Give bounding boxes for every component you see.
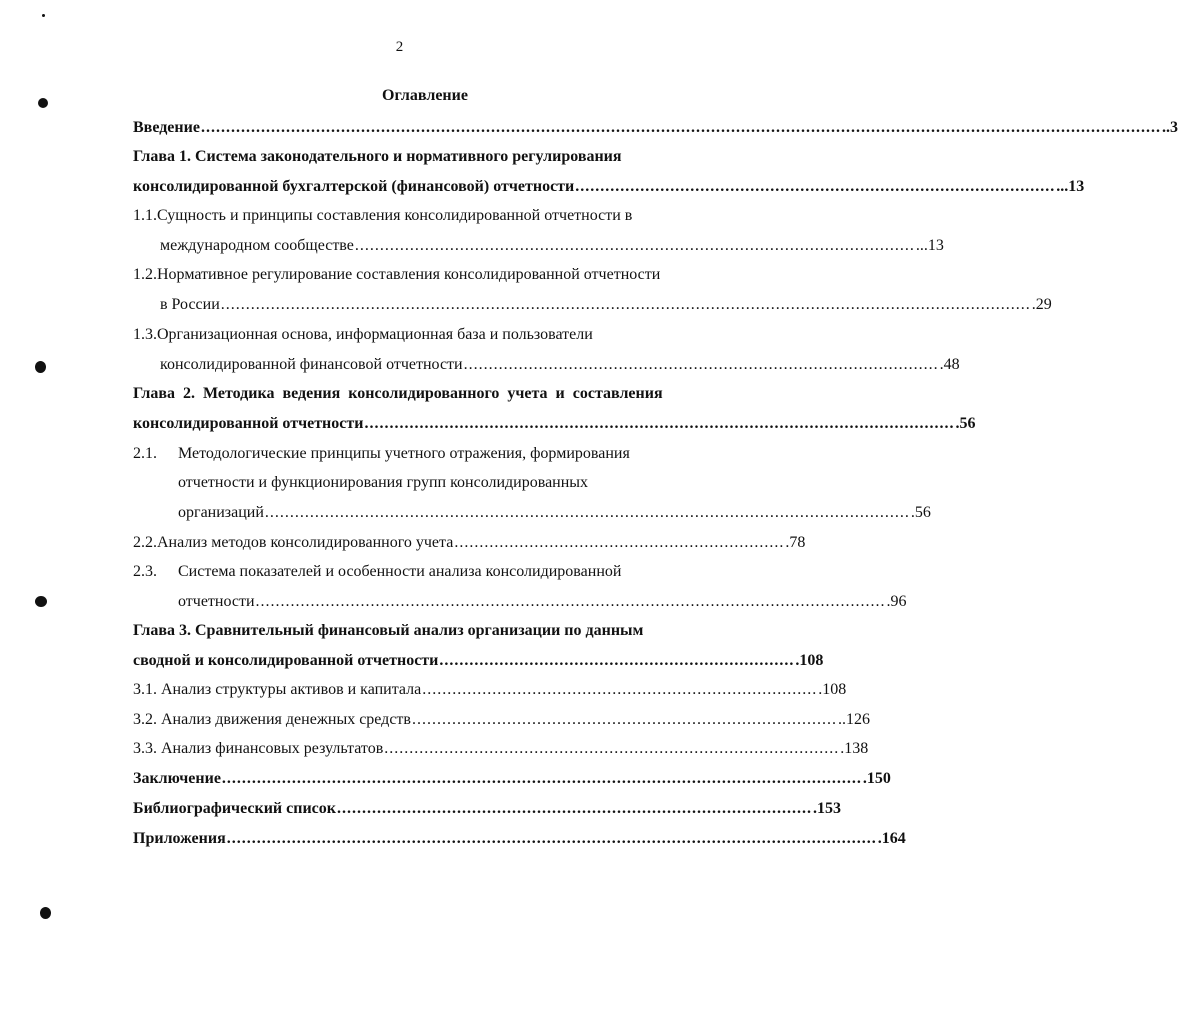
toc-entry-number: 2.3. — [133, 563, 157, 580]
toc-entry-page: ..126 — [837, 711, 870, 728]
toc-leader: ................................................................................................................................. — [264, 504, 910, 521]
page-number: 2 — [395, 39, 404, 55]
toc-entry-chapter3[interactable] — [133, 646, 824, 676]
toc-leader: .................................................................................................................................. — [226, 830, 877, 847]
toc-entry-label: Методологические принципы учетного отражения, формирования — [178, 445, 630, 462]
toc-entry-section-1-1[interactable] — [160, 231, 944, 261]
toc-entry-label: 1.3.Организационная основа, информационная база и пользователи — [133, 326, 593, 343]
toc-entry-section-3-2[interactable] — [133, 705, 870, 735]
toc-entry-page: .150 — [862, 770, 891, 787]
toc-entry-page: .164 — [877, 830, 906, 847]
toc-entry-label: консолидированной отчетности — [133, 415, 364, 432]
toc-entry-section-2-1-line1[interactable] — [133, 439, 630, 469]
toc-entry-chapter1-line1[interactable] — [133, 142, 622, 172]
scan-speck — [42, 14, 45, 17]
toc-entry-label: в России — [160, 296, 220, 313]
toc-entry-page: .96 — [886, 593, 907, 610]
toc-entry-page: .138 — [840, 740, 869, 757]
toc-entry-section-2-3[interactable] — [178, 587, 907, 617]
toc-entry-label: 3.2. Анализ движения денежных средств — [133, 711, 411, 728]
toc-entry-label: Заключение — [133, 770, 221, 787]
toc-leader: ....................................................................... — [439, 652, 795, 669]
toc-entry-page: .48 — [939, 356, 960, 373]
toc-leader: .................................................................................................................................................................. — [220, 296, 1031, 313]
toc-entry-chapter1[interactable] — [133, 172, 1085, 202]
toc-entry-label: консолидированной бухгалтерской (финансовой) отчетности — [133, 178, 575, 195]
toc-entry-number: 2.1. — [133, 445, 157, 462]
toc-entry-section-1-1-line1[interactable] — [133, 201, 632, 231]
toc-entry-label: организаций — [178, 504, 264, 521]
toc-entry-page: .153 — [812, 800, 841, 817]
toc-entry-section-1-3[interactable] — [160, 350, 960, 380]
toc-entry-bibliography[interactable] — [133, 794, 841, 824]
toc-entry-label: консолидированной финансовой отчетности — [160, 356, 463, 373]
toc-leader: ................................................................................................................................ — [221, 770, 862, 787]
toc-entry-page: ...13 — [915, 237, 944, 254]
toc-entry-label: Введение — [133, 119, 200, 136]
toc-entry-conclusion[interactable] — [133, 764, 891, 794]
toc-entry-label: международном сообществе — [160, 237, 354, 254]
toc-entry-chapter2-line1[interactable] — [133, 379, 725, 409]
toc-entry-chapter3-line1[interactable] — [133, 616, 643, 646]
toc-leader: ................................................................................................ — [575, 178, 1056, 195]
toc-entry-section-1-2[interactable] — [160, 290, 1052, 320]
toc-entry-page: ...13 — [1056, 178, 1085, 195]
toc-entry-label: Приложения — [133, 830, 226, 847]
toc-entry-page: .78 — [785, 534, 806, 551]
toc-entry-appendices[interactable] — [133, 824, 906, 854]
toc-entry-label: 3.1. Анализ структуры активов и капитала — [133, 681, 422, 698]
toc-entry-label: Библиографический список — [133, 800, 336, 817]
toc-leader: ...................................................................................................................... — [364, 415, 955, 432]
toc-entry-page: .56 — [955, 415, 976, 432]
toc-entry-section-2-1[interactable] — [178, 498, 931, 528]
toc-leader: ............................................................................... — [422, 681, 818, 698]
page-title: Оглавление — [382, 87, 468, 104]
toc-leader: ............................................................................................... — [463, 356, 939, 373]
toc-entry-label: Глава 1. Система законодательного и нормативного регулирования — [133, 148, 622, 165]
toc-entry-intro[interactable] — [133, 113, 1178, 143]
toc-entry-label: 1.2.Нормативное регулирование составления консолидированной отчетности — [133, 266, 661, 283]
toc-entry-page: ..3 — [1161, 119, 1178, 136]
toc-entry-label: Глава 3. Сравнительный финансовый анализ организации по данным — [133, 622, 644, 639]
toc-entry-label: Глава 2. Методика ведения консолидированного учета и составления — [133, 385, 663, 402]
toc-entry-label: Система показателей и особенности анализа консолидированной — [178, 563, 622, 580]
toc-entry-page: .29 — [1031, 296, 1052, 313]
toc-entry-label: отчетности — [178, 593, 255, 610]
toc-leader: ..................................................................................... — [411, 711, 837, 728]
toc-entry-label: 3.3. Анализ финансовых результатов — [133, 740, 384, 757]
toc-entry-label: 1.1.Сущность и принципы составления консолидированной отчетности в — [133, 207, 633, 224]
toc-entry-page: .108 — [795, 652, 824, 669]
toc-leader: .............................................................................................................................. — [255, 593, 886, 610]
toc-entry-label: сводной и консолидированной отчетности — [133, 652, 439, 669]
hole-punch-mark — [38, 98, 48, 108]
toc-leader: ................................................................................................................................................................................................ — [200, 119, 1161, 136]
toc-entry-section-1-3-line1[interactable] — [133, 320, 593, 350]
toc-entry-page: .108 — [818, 681, 847, 698]
hole-punch-mark — [35, 596, 47, 607]
toc-entry-page: .56 — [910, 504, 931, 521]
toc-entry-section-1-2-line1[interactable] — [133, 260, 660, 290]
toc-entry-label: отчетности и функционирования групп консолидированных — [178, 474, 589, 491]
toc-entry-section-3-1[interactable] — [133, 675, 847, 705]
hole-punch-mark — [35, 361, 46, 373]
toc-entry-section-3-3[interactable] — [133, 734, 869, 764]
toc-leader: ........................................................................................... — [384, 740, 840, 757]
toc-entry-section-2-1-line2[interactable] — [178, 468, 588, 498]
toc-leader: .................................................................. — [454, 534, 785, 551]
toc-leader: ............................................................................................... — [336, 800, 812, 817]
toc-entry-section-2-3-line1[interactable] — [133, 557, 621, 587]
toc-entry-label: Анализ методов консолидированного учета — [157, 534, 454, 551]
hole-punch-mark — [40, 907, 51, 919]
toc-entry-number: 2.2. — [133, 534, 157, 551]
toc-entry-chapter2[interactable] — [133, 409, 976, 439]
toc-entry-section-2-2[interactable] — [133, 528, 806, 558]
toc-leader: ................................................................................................................ — [354, 237, 915, 254]
